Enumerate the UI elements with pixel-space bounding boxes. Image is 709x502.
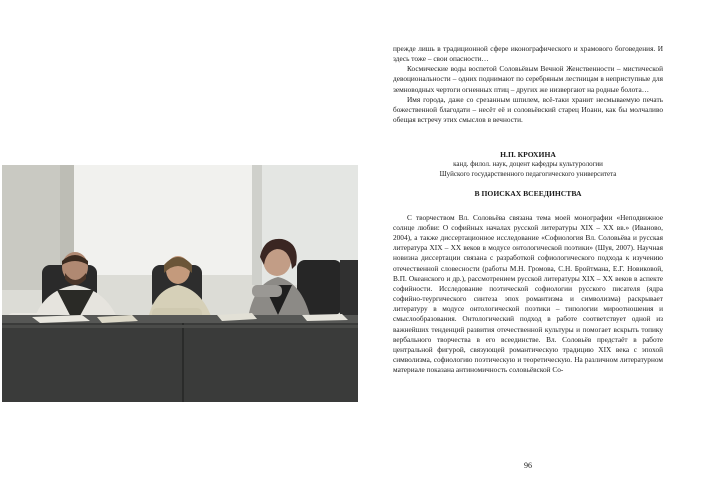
right-page <box>393 44 663 375</box>
paragraph-city-name: Имя города, даже со срезанным шпилем, всё-таки хранит несмываемую печать божественной благодати – несёт её и соловьёвский старец Иоанн, как бы молчаливо обещая встречу этих смыслов в вечности. <box>393 94 663 125</box>
article-title: В ПОИСКАХ ВСЕЕДИНСТВА <box>474 188 582 198</box>
page-number: 96 <box>524 461 532 470</box>
author-affiliation-2: Шуйского государственного педагогического университета <box>439 169 617 178</box>
conference-photo <box>2 165 358 402</box>
photo-three-people-at-table-icon <box>2 165 358 402</box>
paragraph-cosmic-waters: Космические воды воспетой Соловьёвым Вечной Женственности – мистической девоциональности – одних поднимают по серебряным лестницам в неприступные для земноводных чертоги огненных птиц – других же низвергают на родные болота… <box>393 64 663 94</box>
paragraph-article-body: С творчеством Вл. Соловьёва связана тема моей монографии «Неподвижное солнце любви: О софийных началах русской литературы XIX – XX вв.» (Иваново, 2004), а также диссертационное исследование «Софиология Вл. Соловьёва и русская литература XIX – XX веков в модусе онтологической поэтики» (Шуя, 2007). Научная новизна диссертации связана с разработкой софиологического подхода к изучению отечественной словесности (работы М.Н. Громова, С.Н. Бройтмана, Е.Г. Новиковой, В.П. Океанского и др.), рассмотрением русской литературы XIX – XX веков в аспекте софийности. Исследование поэтической софиологии русского писателя (ядра софийно-теургического синтеза эпох романтизма и символизма) раскрывает литературу в модусе онтологической поэтики – типологии мироотношения и смыслообразования. Онтологический подход в работе соответствует одной из важнейших тенденций развития отечественной культуры и помогает вскрыть топику вербального творчества в его всеединстве. Вл. Соловьёв предстаёт в работе центральной фигурой, связующей романтическую традицию XIX века с эпохой символизма, софиологию поэтическую и теоретическую. На различном литературном материале показана антиномичность соловьёвской Со- <box>393 212 663 375</box>
paragraph-continuation: прежде лишь в традиционной сфере иконографического и храмового боговедения. И здесь тоже – свои опасности… <box>393 44 663 64</box>
author-name: Н.П. КРОХИНА <box>500 150 556 160</box>
author-affiliation-1: канд. филол. наук, доцент кафедры культурологии <box>453 160 603 169</box>
